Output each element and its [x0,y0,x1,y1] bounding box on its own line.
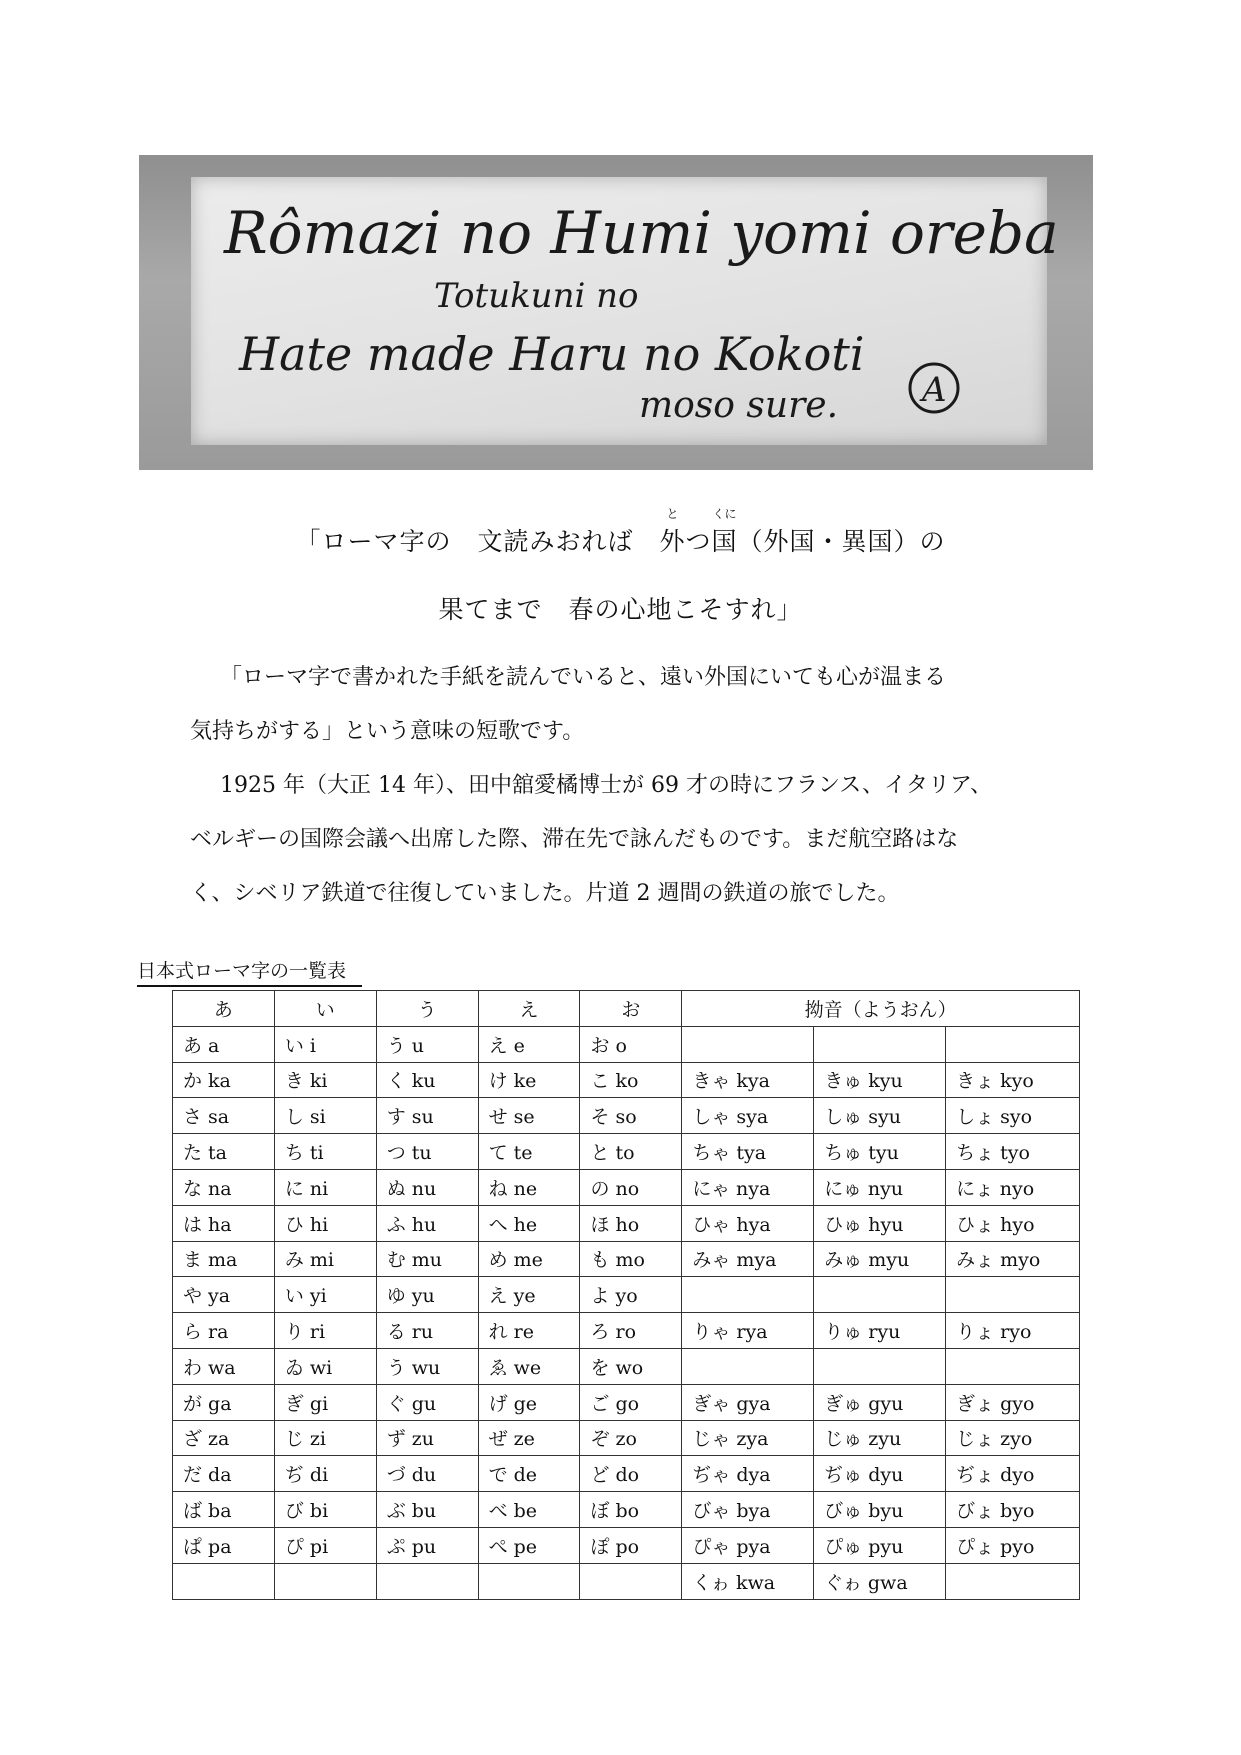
table-cell: げ ge [478,1384,580,1420]
table-cell: ぴゅ pyu [814,1527,946,1563]
table-cell: ひゃ hya [682,1205,814,1241]
table-cell: じゃ zya [682,1420,814,1456]
table-cell: と to [580,1134,682,1170]
table-row [173,1277,1080,1313]
table-cell: わ wa [173,1348,275,1384]
table-cell [274,1563,376,1599]
table-cell: ぎょ gyo [946,1384,1080,1420]
table-cell: よ yo [580,1277,682,1313]
table-cell: か ka [173,1062,275,1098]
header-yoon: 拗音（ようおん） [682,991,1080,1027]
table-cell [682,1026,814,1062]
table-cell: や ya [173,1277,275,1313]
paragraph-line: ベルギーの国際会議へ出席した際、滞在先で詠んだものです。まだ航空路はな [190,827,959,852]
table-cell: て te [478,1134,580,1170]
handwriting-line-2: Totukuni no [434,276,639,316]
table-cell: ば ba [173,1492,275,1528]
paragraph-line: 「ローマ字で書かれた手紙を読んでいると、遠い外国にいても心が温まる [220,665,947,690]
table-cell: な na [173,1169,275,1205]
table-row [173,1098,1080,1134]
poem-line-1-start: 「ローマ字の 文読みおれば [295,527,660,556]
table-cell [946,1026,1080,1062]
table-cell: ら ra [173,1313,275,1349]
table-cell: め me [478,1241,580,1277]
table-cell: み mi [274,1241,376,1277]
table-cell: さ sa [173,1098,275,1134]
table-cell: りゃ rya [682,1313,814,1349]
table-cell: ぱ pa [173,1527,275,1563]
paragraph-line: 気持ちがする」という意味の短歌です。 [190,719,585,744]
table-cell: う u [376,1026,478,1062]
table-cell: にょ nyo [946,1169,1080,1205]
header-o: お [580,991,682,1027]
table-row [173,1205,1080,1241]
table-cell: ぴ pi [274,1527,376,1563]
table-cell: ゆ yu [376,1277,478,1313]
ruby-reading-to: と [666,507,679,521]
table-cell: が ga [173,1384,275,1420]
table-cell: ぜ ze [478,1420,580,1456]
table-cell: きゃ kya [682,1062,814,1098]
table-cell: ぎゃ gya [682,1384,814,1420]
ruby-base-soto: 外 [659,527,686,556]
table-cell: みょ myo [946,1241,1080,1277]
table-cell: りゅ ryu [814,1313,946,1349]
table-cell [376,1563,478,1599]
table-row [173,1169,1080,1205]
table-cell: え e [478,1026,580,1062]
table-cell: ぢゅ dyu [814,1456,946,1492]
table-cell [946,1277,1080,1313]
handwritten-card-photo [139,155,1093,470]
table-cell: に ni [274,1169,376,1205]
table-cell: にゅ nyu [814,1169,946,1205]
table-cell: ぴゃ pya [682,1527,814,1563]
header-a: あ [173,991,275,1027]
ruby-reading-kuni: くに [712,507,737,521]
table-cell: ぐゎ gwa [814,1563,946,1599]
table-cell: ぢ di [274,1456,376,1492]
table-cell: そ so [580,1098,682,1134]
table-cell: の no [580,1169,682,1205]
table-cell: ぎゅ gyu [814,1384,946,1420]
table-row [173,1313,1080,1349]
header-e: え [478,991,580,1027]
table-cell: しょ syo [946,1098,1080,1134]
table-cell: つ tu [376,1134,478,1170]
table-cell: づ du [376,1456,478,1492]
table-cell: みゃ mya [682,1241,814,1277]
table-cell: い yi [274,1277,376,1313]
table-cell: ちょ tyo [946,1134,1080,1170]
table-cell: ぐ gu [376,1384,478,1420]
table-cell: ま ma [173,1241,275,1277]
table-cell: う wu [376,1348,478,1384]
table-cell: ゐ wi [274,1348,376,1384]
table-cell: ちゅ tyu [814,1134,946,1170]
table-cell: びゃ bya [682,1492,814,1528]
table-cell: ちゃ tya [682,1134,814,1170]
table-row [173,1241,1080,1277]
table-cell: け ke [478,1062,580,1098]
table-cell: ぎ gi [274,1384,376,1420]
table-cell: ぽ po [580,1527,682,1563]
table-cell: い i [274,1026,376,1062]
table-cell: びゅ byu [814,1492,946,1528]
poem-line-1 [0,507,1241,558]
table-cell: ひゅ hyu [814,1205,946,1241]
table-cell: す su [376,1098,478,1134]
table-cell: ぴょ pyo [946,1527,1080,1563]
handwriting-line-3: Hate made Haru no Kokoti [239,327,865,381]
table-body [173,1026,1080,1599]
handwriting-line-1: Rômazi no Humi yomi oreba [224,199,1059,267]
table-cell: む mu [376,1241,478,1277]
table-cell: ざ za [173,1420,275,1456]
table-row [173,1492,1080,1528]
ruby-base-kuni: 国 [711,527,738,556]
table-row [173,1456,1080,1492]
table-cell: べ be [478,1492,580,1528]
table-cell: ぼ bo [580,1492,682,1528]
paragraph-line: く、シベリア鉄道で往復していました。片道 2 週間の鉄道の旅でした。 [190,881,900,906]
table-cell: れ re [478,1313,580,1349]
table-cell: しゅ syu [814,1098,946,1134]
table-cell: ろ ro [580,1313,682,1349]
table-row [173,1134,1080,1170]
table-cell: ゑ we [478,1348,580,1384]
table-cell: じゅ zyu [814,1420,946,1456]
table-row [173,1527,1080,1563]
table-cell: ぬ nu [376,1169,478,1205]
table-cell: ひょ hyo [946,1205,1080,1241]
paragraph-line: 1925 年（大正 14 年）、田中舘愛橘博士が 69 才の時にフランス、イタリア、 [220,773,993,798]
table-cell: ふ hu [376,1205,478,1241]
table-cell [173,1563,275,1599]
table-cell: ぞ zo [580,1420,682,1456]
ruby-soto [659,507,686,558]
table-cell [814,1277,946,1313]
table-cell: ね ne [478,1169,580,1205]
table-row [173,1420,1080,1456]
header-i: い [274,991,376,1027]
table-row [173,1062,1080,1098]
monogram-letter: A [922,370,947,410]
table-cell: き ki [274,1062,376,1098]
table-cell: る ru [376,1313,478,1349]
table-cell [580,1563,682,1599]
table-cell: び bi [274,1492,376,1528]
table-cell: は ha [173,1205,275,1241]
table-cell: く ku [376,1062,478,1098]
table-cell: きゅ kyu [814,1062,946,1098]
table-cell: ど do [580,1456,682,1492]
poem-line-1-end: （外国・異国）の [737,527,946,556]
table-cell [814,1026,946,1062]
ruby-kuni [711,507,738,558]
poem-line-2: 果てまで 春の心地こそすれ」 [438,595,803,624]
table-cell [946,1348,1080,1384]
table-cell: あ a [173,1026,275,1062]
table-cell: ぺ pe [478,1527,580,1563]
table-cell: せ se [478,1098,580,1134]
table-cell: ご go [580,1384,682,1420]
table-row [173,1563,1080,1599]
table-cell [478,1563,580,1599]
table-title: 日本式ローマ字の一覧表 [137,956,362,987]
poem-line-1-mid: つ [685,527,712,556]
table-cell: へ he [478,1205,580,1241]
table-cell: ぢゃ dya [682,1456,814,1492]
table-row [173,1026,1080,1062]
romaji-table [172,990,1080,1600]
table-cell [946,1563,1080,1599]
table-cell: を wo [580,1348,682,1384]
table-cell: ぶ bu [376,1492,478,1528]
table-row [173,1384,1080,1420]
table-cell: しゃ sya [682,1098,814,1134]
table-cell: びょ byo [946,1492,1080,1528]
table-cell: ほ ho [580,1205,682,1241]
header-u: う [376,991,478,1027]
table-cell: ち ti [274,1134,376,1170]
table-cell: ず zu [376,1420,478,1456]
table-cell: だ da [173,1456,275,1492]
table-cell: りょ ryo [946,1313,1080,1349]
table-cell: じ zi [274,1420,376,1456]
table-cell: お o [580,1026,682,1062]
table-cell: ぷ pu [376,1527,478,1563]
table-cell [682,1348,814,1384]
table-cell: こ ko [580,1062,682,1098]
table-cell: ぢょ dyo [946,1456,1080,1492]
table-cell [814,1348,946,1384]
table-cell: みゅ myu [814,1241,946,1277]
table-cell: くゎ kwa [682,1563,814,1599]
table-cell: も mo [580,1241,682,1277]
handwriting-svg [139,155,1093,470]
table-cell [682,1277,814,1313]
explanation-text [190,651,1070,921]
handwriting-line-4: moso sure. [639,385,839,426]
table-header-row [173,991,1080,1027]
table-cell: ひ hi [274,1205,376,1241]
table-row [173,1348,1080,1384]
table-cell: きょ kyo [946,1062,1080,1098]
table-cell: じょ zyo [946,1420,1080,1456]
table-cell: し si [274,1098,376,1134]
table-cell: え ye [478,1277,580,1313]
table-cell: で de [478,1456,580,1492]
table-cell: た ta [173,1134,275,1170]
table-cell: にゃ nya [682,1169,814,1205]
table-cell: り ri [274,1313,376,1349]
